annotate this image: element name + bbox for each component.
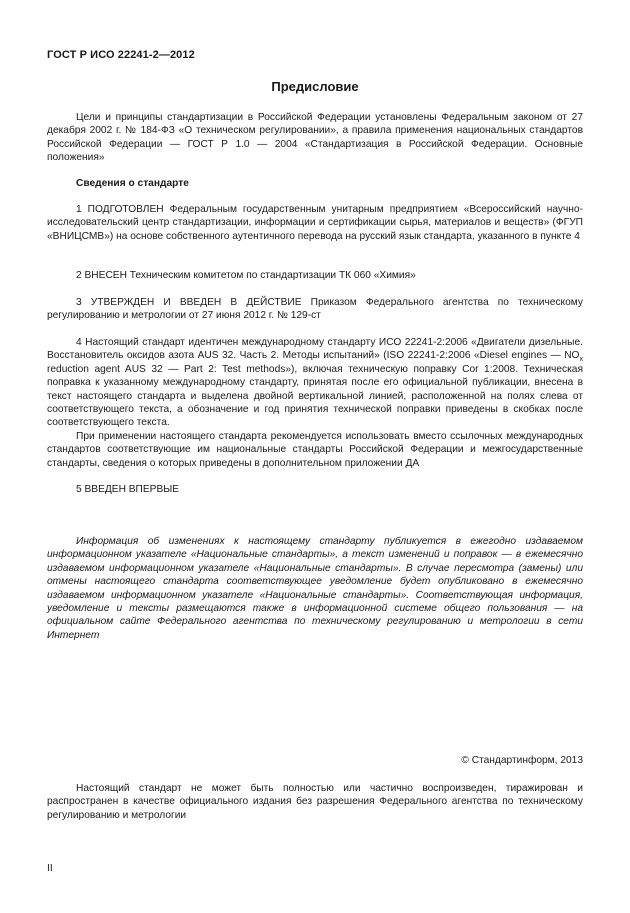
item-1 — [47, 203, 583, 243]
item-2 — [47, 269, 583, 282]
item-4-part-a: 4 Настоящий стандарт идентичен международному стандарту ИСО 22241-2:2006 «Двигатели дизельные. Восстановитель оксидов азота AUS 32. Часть 2. Методы испытаний» (ISO 22241-2:2006 «Diesel engines — NO — [47, 337, 583, 362]
intro-paragraph — [47, 111, 583, 165]
item-4 — [47, 336, 583, 470]
item-4-paragraph-2: При применении настоящего стандарта рекомендуется использовать вместо ссылочных международных стандартов соответствующие им национальные стандарты Российской Федерации и межгосударственные стандарты, сведения о которых приведены в дополнительном приложении ДА — [47, 430, 583, 469]
page-number: II — [47, 863, 53, 874]
item-5 — [47, 483, 583, 496]
page-title: Предисловие — [271, 79, 359, 94]
item-5-text: 5 ВВЕДЕН ВПЕРВЫЕ — [76, 484, 180, 495]
item-2-text: 2 ВНЕСЕН Техническим комитетом по стандартизации ТК 060 «Химия» — [76, 270, 416, 281]
intro-text: Цели и принципы стандартизации в Российской Федерации установлены Федеральным законом от 27 декабря 2002 г. № 184-ФЗ «О техническом регулировании», а правила применения национальных стандартов Российской Федерации — ГОСТ Р 1.0 — 2004 «Стандартизация в Российской Федерации. Основные положения» — [47, 112, 583, 164]
item-4-part-b: reduction agent AUS 32 — Part 2: Test methods»), включая техническую поправку Cor 1:2008. Техническая поправка к указанному международному стандарту, принятая после его официальной публикации, внесена в текст настоящего стандарта и выделена двойной вертикальной линией, расположенной на полях слева от соответствующего текста, а обозначение и год принятия технической поправки приведены в скобках после соответствующего текста. — [47, 363, 583, 429]
reproduction-notice — [47, 782, 583, 822]
item-4-text — [47, 336, 583, 430]
notice-block — [47, 535, 583, 642]
copyright-line: © Стандартинформ, 2013 — [461, 755, 583, 766]
reproduction-text: Настоящий стандарт не может быть полностью или частично воспроизведен, тиражирован и распространен в качестве официального издания без разрешения Федерального агентства по техническому регулированию и метрологии — [47, 783, 583, 821]
item-3-text: 3 УТВЕРЖДЕН И ВВЕДЕН В ДЕЙСТВИЕ Приказом Федерального агентства по техническому регулированию и метрологии от 27 июня 2012 г. № 129-ст — [47, 297, 583, 322]
item-1-text: 1 ПОДГОТОВЛЕН Федеральным государственным унитарным предприятием «Всероссийский научно-исследовательский центр стандартизации, информации и сертификации сырья, материалов и веществ» (ФГУП «ВНИЦСМВ») на основе собственного аутентичного перевода на русский язык стандарта, указанного в пункте 4 — [47, 204, 583, 242]
item-4-subscript: x — [579, 356, 583, 364]
document-code-header: ГОСТ Р ИСО 22241-2—2012 — [47, 49, 195, 61]
item-3 — [47, 296, 583, 323]
section-heading-block — [47, 177, 583, 190]
section-heading: Сведения о стандарте — [76, 178, 189, 189]
notice-text: Информация об изменениях к настоящему стандарту публикуется в ежегодно издаваемом информационном указателе «Национальные стандарты», а текст изменений и поправок — в ежемесячно издаваемом информационном указателе «Национальные стандарты». В случае пересмотра (замены) или отмены настоящего стандарта соответствующее уведомление будет опубликовано в ежемесячно издаваемом информационном указателе «Национальные стандарты». Соответствующая информация, уведомление и тексты размещаются также в информационной системе общего пользования — на официальном сайте Федерального агентства по техническому регулированию и метрологии в сети Интернет — [47, 536, 583, 641]
